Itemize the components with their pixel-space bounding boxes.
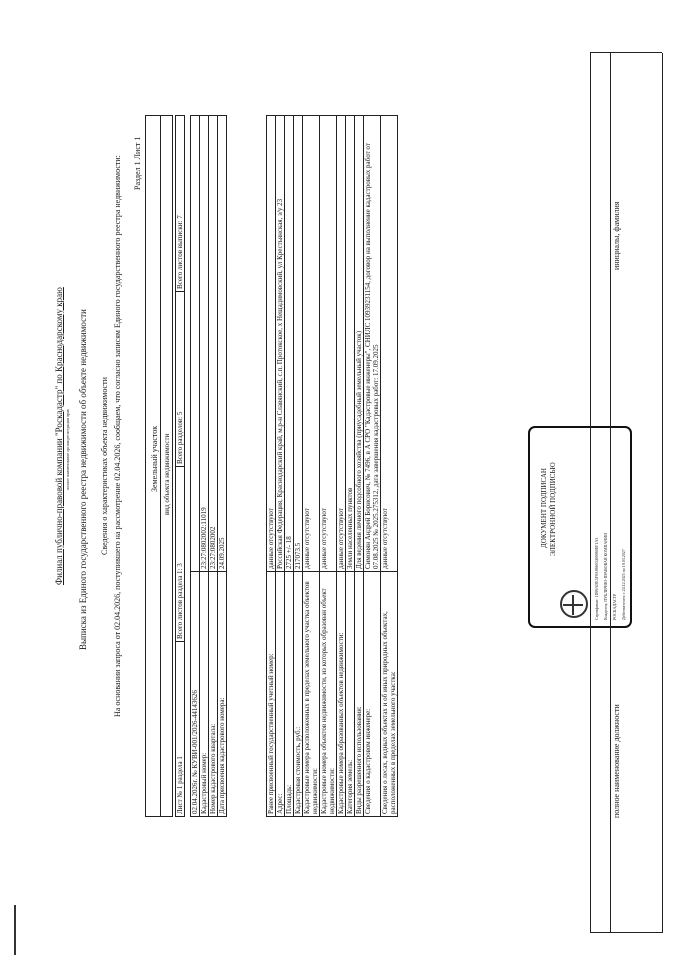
stamp-certificate: Сертификат: 1D99ADE5F9A86603400060EF1A3 xyxy=(594,537,599,620)
field-value: 2725 +/- 18 xyxy=(285,116,294,572)
table-row xyxy=(364,116,381,817)
field-label: Сведения о кадастровом инженере: xyxy=(364,572,381,817)
footer-line-right xyxy=(590,52,662,53)
field-label: Кадастровые номера образованных объектов недвижимости: xyxy=(337,572,346,817)
field-value xyxy=(191,116,200,572)
object-box-bottom xyxy=(172,115,173,817)
field-value: Симонян Андрей Борисович, № 7496, в А СРО "Кадастровые инженеры", СНИЛС 10939231154, договор на выполнение кадастровых работ от 07.08.2025 № 2025.275312, дата завершения кадастровых работ: 17.09.2025 xyxy=(364,116,381,572)
field-value: данные отсутствуют xyxy=(303,116,320,572)
cadastral-info-table xyxy=(190,115,227,817)
sheets-in-section: Всего листов раздела 1: 3 xyxy=(176,467,185,642)
stamp-line-1: ДОКУМЕНТ ПОДПИСАН xyxy=(540,468,548,548)
table-row xyxy=(276,116,285,817)
table-row xyxy=(267,116,276,817)
object-box-top xyxy=(145,115,146,817)
stamp-owner-2: РОСКАДАСТР xyxy=(612,593,617,620)
intro-text: На основании запроса от 02.04.2026, поступившего на рассмотрение 02.04.2026, сообщаем, что согласно записям Единого государственного реестра недвижимости: xyxy=(113,155,122,717)
field-value: данные отсутствуют xyxy=(267,116,276,572)
stamp-owner: Владелец: ПУБЛИЧНО-ПРАВОВАЯ КОМПАНИЯ xyxy=(603,533,608,620)
stamp-line-2: ЭЛЕКТРОННОЙ ПОДПИСЬЮ xyxy=(549,462,557,556)
table-row xyxy=(337,116,346,817)
field-value: данные отсутствуют xyxy=(381,116,398,572)
stamp-validity: Действителен: с 24.12.2025 по 19.03.2027 xyxy=(621,549,626,620)
document-subtitle: Сведения о характеристиках объекта недвижимости xyxy=(100,377,109,555)
sheets-total: Всего листов выписки: 7 xyxy=(176,116,185,292)
sheet-info-table xyxy=(175,115,185,817)
table-row xyxy=(200,116,209,817)
field-value: данные отсутствуют xyxy=(320,116,337,572)
field-label: Сведения о лесах, водных объектах и об иных природных объектах, расположенных в пределах земельного участка: xyxy=(381,572,398,817)
field-label: Кадастровые номера объектов недвижимости, из которых образован объект недвижимости: xyxy=(320,572,337,817)
field-label: Категория земель: xyxy=(346,572,355,817)
field-label: Площадь: xyxy=(285,572,294,817)
field-label: 02.04.2026г. № КУВИ-001/2026-44143626 xyxy=(191,572,200,817)
name-caption: инициалы, фамилия xyxy=(612,201,621,270)
footer-line-left xyxy=(590,932,662,933)
object-type-line xyxy=(160,115,161,817)
document-title: Выписка из Единого государственного реестра недвижимости об объекте недвижимости xyxy=(78,309,88,650)
field-value: Российская Федерация, Краснодарский край, м.р-н Славянский, с.п. Протокское, х Нещадимовский, ул Крестьянская, з/у 23 xyxy=(276,116,285,572)
field-value: Земли населенных пунктов xyxy=(346,116,355,572)
org-name: Филиал публично-правовой компании "Роскадастр" по Краснодарскому краю xyxy=(54,287,64,585)
table-row xyxy=(209,116,218,817)
field-label: Ранее присвоенный государственный учетный номер: xyxy=(267,572,276,817)
table-row xyxy=(355,116,364,817)
object-box-right xyxy=(145,115,172,116)
roskadastr-logo-icon xyxy=(560,590,588,618)
table-row xyxy=(191,116,200,817)
object-type: Земельный участок xyxy=(150,425,159,492)
field-value: данные отсутствуют xyxy=(337,116,346,572)
position-caption: полное наименование должности xyxy=(612,704,621,818)
field-label: Кадастровая стоимость, руб.: xyxy=(294,572,303,817)
table-row xyxy=(294,116,303,817)
e-signature-stamp xyxy=(528,426,632,628)
field-label: Дата присвоения кадастрового номера: xyxy=(218,572,227,817)
table-row xyxy=(218,116,227,817)
field-value: 217073.5 xyxy=(294,116,303,572)
field-label: Адрес: xyxy=(276,572,285,817)
table-row xyxy=(303,116,320,817)
sheet-number: Лист № 1 раздела 1 xyxy=(176,642,185,817)
object-type-caption: вид объекта недвижимости xyxy=(163,433,171,515)
sections-total: Всего разделов: 5 xyxy=(176,292,185,467)
field-label: Кадастровые номера расположенных в пределах земельного участка объектов недвижимости: xyxy=(303,572,320,817)
field-label: Кадастровый номер: xyxy=(200,572,209,817)
field-value: 23:27:0802002 xyxy=(209,116,218,572)
field-label: Виды разрешенного использования: xyxy=(355,572,364,817)
table-row xyxy=(285,116,294,817)
table-row xyxy=(381,116,398,817)
characteristics-table xyxy=(266,115,398,817)
field-value: 23:27:0802002:11019 xyxy=(200,116,209,572)
footer-line-bottom xyxy=(662,53,663,933)
footer-line-1 xyxy=(590,53,591,933)
section-page: Раздел 1 Лист 1 xyxy=(133,136,142,190)
table-row xyxy=(320,116,337,817)
object-box-left xyxy=(145,816,172,817)
org-caption: полное наименование органа регистрации прав xyxy=(65,409,70,490)
footer-line-2 xyxy=(610,53,611,933)
table-row xyxy=(346,116,355,817)
field-value: Для ведения личного подсобного хозяйства (приусадебный земельный участок) xyxy=(355,116,364,572)
field-value: 24.09.2025 xyxy=(218,116,227,572)
field-label: Номер кадастрового квартала: xyxy=(209,572,218,817)
